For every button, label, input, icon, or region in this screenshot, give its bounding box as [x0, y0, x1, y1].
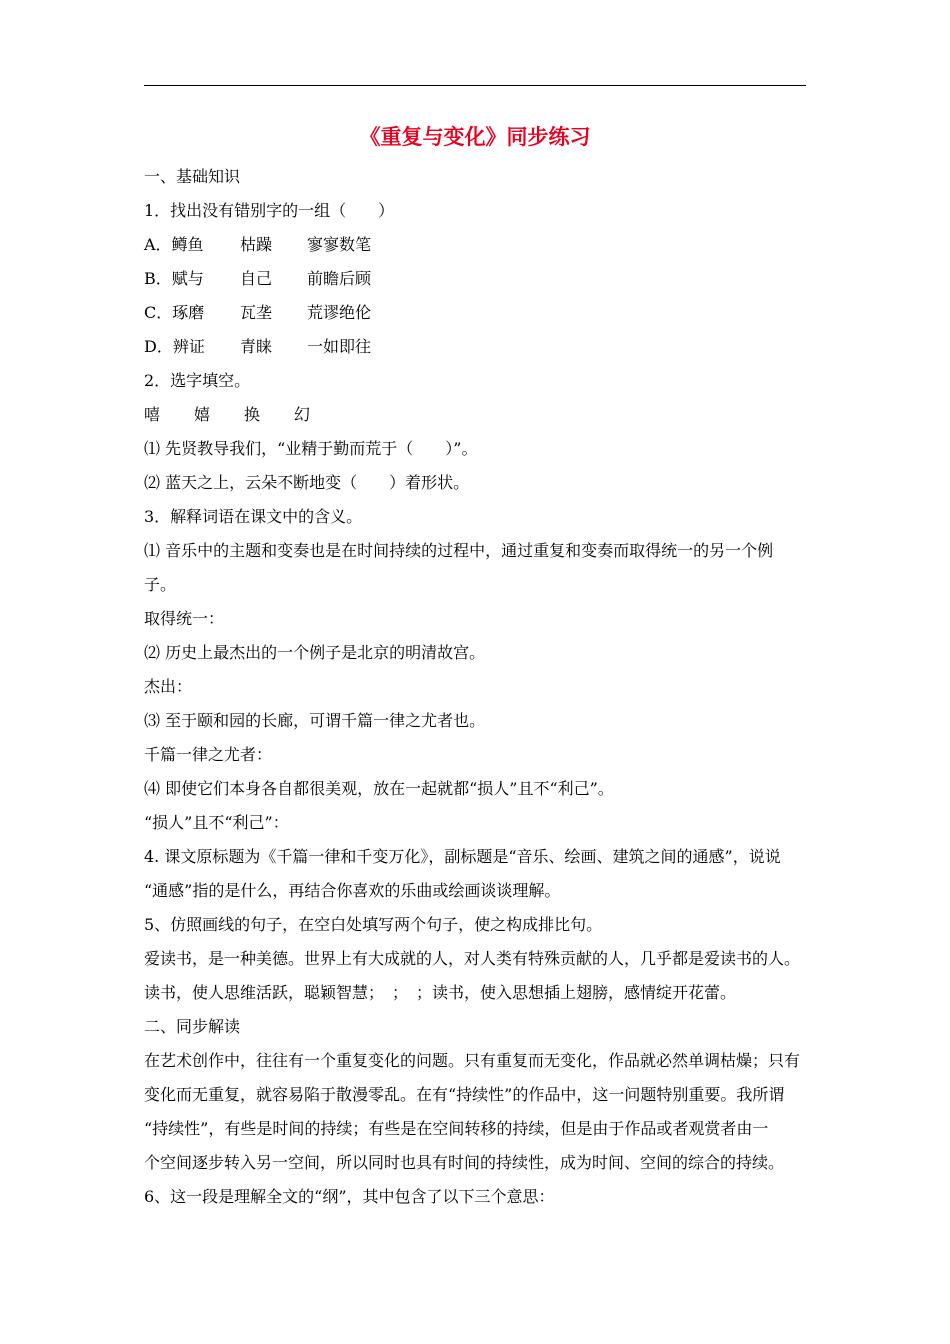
question-6-stem: 6、这一段是理解全文的“纲”，其中包含了以下三个意思：: [144, 1187, 555, 1206]
question-3-answer-1: 取得统一：: [144, 609, 225, 628]
section-heading-basic: 一、基础知识: [144, 167, 241, 186]
question-3-sentence-2: ⑵ 历史上最杰出的一个例子是北京的明清故宫。: [144, 643, 486, 662]
question-5-line-2: 读书，使人思维活跃，聪颖智慧； ； ；读书，使入思想插上翅膀，感情绽开花蕾。: [144, 983, 737, 1002]
question-4-line-1: 4. 课文原标题为《千篇一律和千变万化》，副标题是“音乐、绘画、建筑之间的通感”，说说: [144, 847, 781, 866]
option-phrase: 一如即往: [307, 337, 372, 356]
option-phrase: 寥寥数笔: [307, 235, 372, 254]
question-1-option-b: [144, 262, 806, 296]
option-label: B．赋与: [144, 269, 204, 288]
choice-char: 幻: [294, 405, 311, 424]
passage-line: 在艺术创作中，往往有一个重复变化的问题。只有重复而无变化，作品就必然单调枯燥；只有: [144, 1051, 801, 1070]
question-2-item-2: ⑵ 蓝天之上，云朵不断地变（ ）着形状。: [144, 473, 470, 492]
question-2-choices: [144, 398, 806, 432]
option-label: D．辨证: [144, 337, 205, 356]
question-1-option-a: [144, 228, 806, 262]
choice-char: 嘻: [144, 405, 161, 424]
question-1-option-d: [144, 330, 806, 364]
choice-char: 嬉: [194, 405, 211, 424]
option-phrase: 荒谬绝伦: [307, 303, 372, 322]
choice-char: 换: [244, 405, 261, 424]
option-word: 枯躁: [240, 235, 273, 254]
passage-line: “持续性”，有些是时间的持续；有些是在空间转移的持续，但是由于作品或者观赏者由一: [144, 1119, 769, 1138]
question-5-line-1: 爱读书，是一种美德。世界上有大成就的人，对人类有特殊贡献的人，几乎都是爱读书的人。: [144, 949, 801, 968]
option-phrase: 前瞻后顾: [307, 269, 372, 288]
question-2-stem: 2．选字填空。: [144, 371, 251, 390]
passage-line: 个空间逐步转入另一空间，所以同时也具有时间的持续性，成为时间、空间的综合的持续。: [144, 1153, 785, 1172]
question-3-answer-3: 千篇一律之尤者：: [144, 745, 273, 764]
question-1-option-c: [144, 296, 806, 330]
option-word: 瓦垄: [240, 303, 273, 322]
question-3-sentence-1: ⑴ 音乐中的主题和变奏也是在时间持续的过程中，通过重复和变奏而取得统一的另一个例: [144, 541, 774, 560]
question-5-stem: 5、仿照画线的句子，在空白处填写两个句子，使之构成排比句。: [144, 915, 603, 934]
question-3-answer-4: “损人”且不“利己”：: [144, 813, 289, 832]
question-2-item-1: ⑴ 先贤教导我们，“业精于勤而荒于（ ）”。: [144, 439, 478, 458]
option-word: 青睐: [240, 337, 273, 356]
passage-line: 变化而无重复，就容易陷于散漫零乱。在有“持续性”的作品中，这一问题特别重要。我所谓: [144, 1085, 785, 1104]
question-3-sentence-4: ⑷ 即使它们本身各自都很美观，放在一起就都“损人”且不“利己”。: [144, 779, 614, 798]
question-3-sentence-3: ⑶ 至于颐和园的长廊，可谓千篇一律之尤者也。: [144, 711, 486, 730]
page-title: 《重复与变化》同步练习: [359, 125, 591, 149]
question-4-line-2: “通感”指的是什么，再结合你喜欢的乐曲或绘画谈谈理解。: [144, 881, 561, 900]
document-body: [144, 160, 806, 1214]
section-heading-reading: 二、同步解读: [144, 1017, 241, 1036]
option-label: A．鳟鱼: [144, 235, 204, 254]
question-3-sentence-1-cont: 子。: [144, 575, 177, 594]
question-3-stem: 3．解释词语在课文中的含义。: [144, 507, 363, 526]
header-rule: [144, 85, 806, 86]
question-1-stem: 1．找出没有错别字的一组（ ）: [144, 201, 395, 220]
question-3-answer-2: 杰出：: [144, 677, 193, 696]
reading-passage: [144, 1044, 806, 1180]
option-word: 自己: [240, 269, 273, 288]
option-label: C．琢磨: [144, 303, 205, 322]
